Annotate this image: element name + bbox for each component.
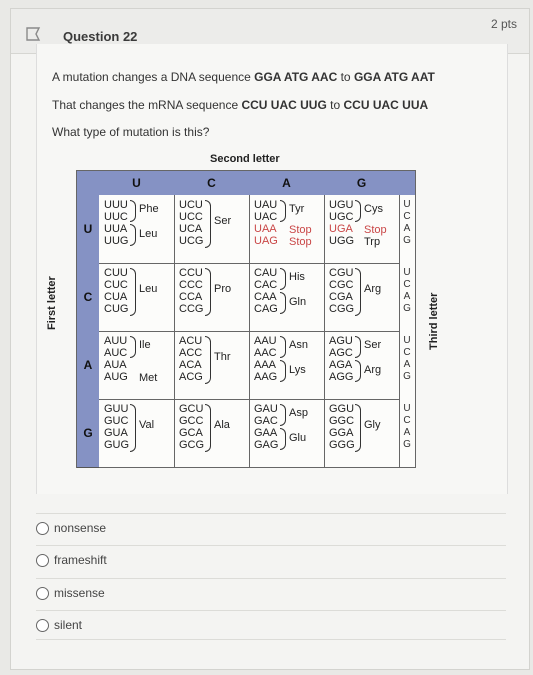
third-letter-G: G [403, 303, 411, 314]
codon: CUG [104, 303, 129, 315]
third-letter-A: A [403, 223, 411, 234]
third-letter-U: U [403, 199, 411, 210]
third-letter-C: C [403, 279, 411, 290]
third-letter-G: G [403, 439, 411, 450]
codon: CAA [254, 291, 277, 303]
third-letter-U: U [403, 335, 411, 346]
option-missense[interactable]: missense [36, 578, 506, 607]
codon: UCA [179, 223, 203, 235]
codon: GCA [179, 427, 203, 439]
row-header-A: A [77, 331, 99, 400]
codon-brace [280, 292, 286, 314]
amino-acid: Trp [364, 236, 381, 248]
amino-acid: His [289, 271, 305, 283]
third-letter-C: C [403, 211, 411, 222]
codon: AUU [104, 335, 128, 347]
codon-cell-UA [249, 195, 325, 264]
col-header-G: G [324, 171, 400, 195]
codon: UAG [254, 235, 278, 247]
codon: CCC [179, 279, 203, 291]
table-corner-right [399, 171, 415, 195]
amino-acid: Leu [139, 228, 158, 240]
codon: UUU [104, 199, 128, 211]
codon: GGG [329, 439, 355, 451]
codon: GAC [254, 415, 278, 427]
third-letter-C: C [403, 415, 411, 426]
codon: AUA [104, 359, 127, 371]
codon-cell-CC [174, 263, 250, 332]
codon-brace [280, 404, 286, 426]
codon-brace [205, 268, 211, 316]
amino-acid: Ser [214, 215, 232, 227]
codon: CCU [179, 267, 203, 279]
codon-brace [205, 404, 211, 452]
codon-cell-GA [249, 399, 325, 468]
codon: AGG [329, 371, 354, 383]
question-title: Question 22 [63, 29, 138, 44]
row-header-C: C [77, 263, 99, 332]
stop-label: Stop [289, 236, 312, 248]
codon-cell-UU [99, 195, 175, 264]
third-letter-A: A [403, 291, 411, 302]
codon-cell-UG [324, 195, 400, 264]
codon-brace [205, 336, 211, 384]
codon: AAA [254, 359, 277, 371]
codon-cell-GG [324, 399, 400, 468]
radio-circle-icon[interactable] [36, 554, 49, 567]
amino-acid: Arg [364, 364, 382, 376]
third-letter-G: G [403, 235, 411, 246]
codon: AGU [329, 335, 353, 347]
codon: UAU [254, 199, 278, 211]
question-line-2: That changes the mRNA sequence CCU UAC UUG to CCU UAC UUA [52, 98, 429, 112]
third-letter-label: Third letter [428, 292, 440, 350]
codon-cell-GC [174, 399, 250, 468]
codon: ACG [179, 371, 203, 383]
codon: GCC [179, 415, 204, 427]
codon-brace [130, 404, 136, 452]
codon: AUG [104, 371, 128, 383]
stop-label: Stop [364, 224, 387, 236]
table-corner [77, 171, 100, 195]
codon: AUC [104, 347, 128, 359]
codon: GGU [329, 403, 355, 415]
codon-brace [130, 224, 136, 246]
codon-cell-CG [324, 263, 400, 332]
codon-cell-GU [99, 399, 175, 468]
third-letter-G: G [403, 371, 411, 382]
third-letter-A: A [403, 359, 411, 370]
stop-label: Stop [289, 224, 312, 236]
codon-brace [355, 200, 361, 222]
col-header-U: U [99, 171, 175, 195]
codon: ACU [179, 335, 203, 347]
codon: GUG [104, 439, 130, 451]
codon: AAG [254, 371, 278, 383]
amino-acid: Tyr [289, 203, 305, 215]
codon: UCG [179, 235, 204, 247]
codon: GGC [329, 415, 355, 427]
codon: GCU [179, 403, 204, 415]
codon: UGG [329, 235, 355, 247]
codon: CUU [104, 267, 128, 279]
question-line-1: A mutation changes a DNA sequence GGA ATG AAC to GGA ATG AAT [52, 70, 435, 84]
codon: CUA [104, 291, 128, 303]
option-nonsense[interactable]: nonsense [36, 513, 506, 542]
codon: UGA [329, 223, 353, 235]
codon: UCC [179, 211, 203, 223]
codon: GCG [179, 439, 205, 451]
codon: ACA [179, 359, 202, 371]
codon-cell-CA [249, 263, 325, 332]
codon: CCG [179, 303, 204, 315]
radio-circle-icon[interactable] [36, 522, 49, 535]
col-header-C: C [174, 171, 250, 195]
codon: AGC [329, 347, 353, 359]
codon-brace [130, 336, 136, 358]
codon-brace [280, 360, 286, 382]
codon: CGC [329, 279, 354, 291]
codon: GUC [104, 415, 129, 427]
second-letter-label: Second letter [210, 153, 280, 165]
codon-brace [130, 268, 136, 316]
third-letter-C: C [403, 347, 411, 358]
codon-cell-UC [174, 195, 250, 264]
amino-acid: Phe [139, 203, 159, 215]
amino-acid: Pro [214, 283, 232, 295]
codon: CCA [179, 291, 203, 303]
amino-acid: Glu [289, 432, 307, 444]
codon-brace [280, 200, 286, 222]
codon: CAC [254, 279, 278, 291]
amino-acid: Gln [289, 296, 307, 308]
amino-acid: Arg [364, 283, 382, 295]
amino-acid: Thr [214, 351, 231, 363]
row-header-G: G [77, 399, 99, 468]
codon: GAA [254, 427, 278, 439]
third-letter-U: U [403, 267, 411, 278]
third-letter-A: A [403, 427, 411, 438]
flag-icon[interactable] [25, 27, 41, 41]
codon-brace [355, 404, 361, 452]
codon: UAA [254, 223, 277, 235]
codon-brace [280, 336, 286, 358]
radio-circle-icon[interactable] [36, 619, 49, 632]
codon: AAU [254, 335, 277, 347]
points-label: 2 pts [490, 17, 517, 31]
row-header-U: U [77, 195, 99, 264]
codon-cell-AA [249, 331, 325, 400]
codon-brace [355, 268, 361, 316]
option-frameshift[interactable]: frameshift [36, 545, 506, 574]
codon-cell-AU [99, 331, 175, 400]
codon: UUC [104, 211, 128, 223]
codon: UUA [104, 223, 128, 235]
codon: GUA [104, 427, 128, 439]
codon-brace [355, 336, 361, 358]
codon: CAU [254, 267, 278, 279]
codon: CAG [254, 303, 278, 315]
codon-table [76, 170, 416, 468]
codon: CGU [329, 267, 354, 279]
codon: CGG [329, 303, 355, 315]
codon: CGA [329, 291, 353, 303]
codon-cell-AG [324, 331, 400, 400]
third-letter-U: U [403, 403, 411, 414]
amino-acid: Ala [214, 419, 230, 431]
amino-acid: Ile [139, 339, 151, 351]
amino-acid: Ser [364, 339, 382, 351]
codon: GAU [254, 403, 278, 415]
codon: UCU [179, 199, 203, 211]
amino-acid: Leu [139, 283, 158, 295]
amino-acid: Gly [364, 419, 381, 431]
codon: AGA [329, 359, 353, 371]
codon: GUU [104, 403, 129, 415]
codon-brace [280, 428, 286, 450]
codon-cell-CU [99, 263, 175, 332]
question-line-3: What type of mutation is this? [52, 125, 210, 139]
amino-acid: Cys [364, 203, 383, 215]
codon: CUC [104, 279, 128, 291]
codon: UGU [329, 199, 354, 211]
amino-acid: Asn [289, 339, 308, 351]
amino-acid: Lys [289, 364, 306, 376]
col-header-A: A [249, 171, 325, 195]
amino-acid: Val [139, 419, 155, 431]
amino-acid: Asp [289, 407, 308, 419]
codon: GAG [254, 439, 279, 451]
radio-circle-icon[interactable] [36, 587, 49, 600]
codon-brace [205, 200, 211, 248]
codon: ACC [179, 347, 203, 359]
codon: UUG [104, 235, 129, 247]
codon-cell-AC [174, 331, 250, 400]
codon: UGC [329, 211, 354, 223]
codon-brace [130, 200, 136, 222]
first-letter-label: First letter [46, 276, 58, 330]
codon-brace [355, 360, 361, 382]
codon: GGA [329, 427, 354, 439]
option-silent[interactable]: silent [36, 610, 506, 640]
codon: AAC [254, 347, 277, 359]
codon: UAC [254, 211, 278, 223]
amino-acid: Met [139, 372, 158, 384]
codon-brace [280, 268, 286, 290]
